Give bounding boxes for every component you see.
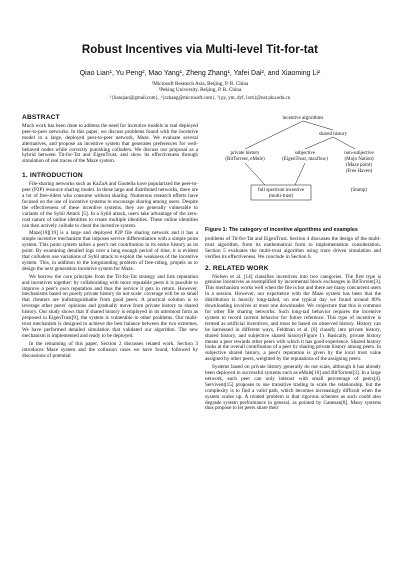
edge-shared-subjective	[305, 137, 333, 149]
node-maze-example: (Maze point)	[346, 163, 372, 168]
edge-shared-nonsubjective	[333, 137, 355, 149]
author-list: Qiao Lian¹, Yu Peng², Mao Yang¹, Zheng Zhang¹, Yafei Dai², and Xiaoming Li²	[79, 70, 321, 77]
intro-paragraph-2: Maze[18][19] is a large and deployed P2P file sharing network and it has a simple incentive mechanism that imposes service differentiation with a simple point system. This point system tallies a peer's net contribution in its entire history as its point. By examining detailed logs over a long enough period of time, it is evident that colluders use variations of Sybil attack to exploit the weakness of the incentive system. This, in addition to the longstanding problem of free-riding, propels us to design the next generation incentive system for Maze.	[22, 230, 198, 272]
figure-1-caption: Figure 1: The category of incentive algorithms and examples	[205, 227, 358, 233]
taxonomy-diagram	[205, 113, 383, 225]
node-shared-history: shared history	[318, 132, 348, 137]
abstract-heading: ABSTRACT	[22, 114, 60, 121]
introduction-heading: 1. INTRODUCTION	[22, 172, 83, 180]
node-private-examples: (BitTorrent, eMule)	[225, 157, 265, 162]
node-private-history: private history	[230, 151, 260, 156]
edge-private-full	[245, 163, 265, 185]
node-full-spectrum: full spectrum incentive	[257, 188, 305, 193]
left-column	[22, 115, 198, 361]
affiliation-1: ¹Microsoft Research Asia, Beijing, P. R. China	[151, 81, 249, 87]
related-paragraph-1: Nielsen et al. [14] classifies incentives into two categories. The first type is genuine incentives as exemplified by incremental block exchanges in BitTorrent[3]. This mechanism works well when the file is hot and there are many concurrent users in a session. However, our experience with the Maze system has been that the distribution is heavily long-tailed, on one typical day we found around 80% downloading involves at most one downloader. We conjecture that this is common for other file sharing networks. Such long-tail behavior requires the incentive system to record current behavior for future reference. This type of incentive is termed as artificial incentives, and must be based on observed history. History can be harnessed in different ways, Feldman et al. [6] classify into private history, shared history, and subjective shared history(Figure 1). Basically, private history means a peer rewards other peers with which it has good experience. Shared history looks at the overall contribution of a peer by sharing private history among peers. In subjective shared history, a peer's reputation is given by the local trust value assigned by other peers, weighted by the reputations of the assigning peers.	[205, 273, 381, 363]
intro-paragraph-4: In the remaining of this paper, Section 2 discusses related work. Section 3 introduces Maze system and the collusion cases we have found, followed by discussions of potential	[22, 340, 198, 359]
figure-1	[205, 113, 383, 225]
edge-root-shared	[303, 121, 333, 130]
intro-continued: problems of Tit-for-Tat and EigenTrust. Section 4 discusses the design of the multi-trust algorithm, from its mathematical form to implementation consideration. Section 5 evaluates the multi-trust algorithm using trace driven simulation and verifies its effectiveness. We conclude in Section 6.	[205, 236, 381, 260]
node-nonsubjective: non-subjective	[344, 151, 374, 156]
intro-paragraph-1: File-sharing networks such as KaZaA and Gnutella have popularized the peer-to-peer (P2P) resource sharing model. In these large and distributed networks, there are a lot of free-riders who consume without sharing. Numerous research efforts have focused on the use of incentive systems to encourage sharing among users. Despite the effectiveness of these incentive systems, they are generally vulnerable to variants of the Sybil Attack [5]. In a Sybil attack, users take advantage of the zero-cost nature of online identities to create multiple identities. These online identities can then actively collude to cheat the incentive system.	[22, 181, 198, 229]
related-work-heading: 2. RELATED WORK	[205, 264, 269, 272]
right-column	[205, 113, 381, 414]
paper-title: Robust Incentives via Multi-level Tit-for-tat	[81, 44, 319, 56]
node-stamp-example: (Stamp)	[350, 188, 368, 193]
author-emails: ¹{lianqiao@gmail.com}, ¹{zzhang@microsoft.com}, ²{py, ym, dyf, lxm}@net.pku.edu.cn	[109, 96, 291, 101]
edge-root-private	[245, 121, 303, 149]
intro-paragraph-3: We borrow the core principle from the Tit-for-Tat strategy and link reputation and incentives together: by collaborating with more reputable peers it is possible to improve a peer's own reputation and thus the service it gets in return. However, mechanisms based on purely private history do not scale: coverage will be so small that cheaters are indistinguishable from good peers. A practical solution is to leverage other peers' opinions and gradually move from private history to shared history. Our study shows that if shared history is employed in its uttermost form as proposed in EigenTrust[9], the system is vulnerable to other problems. Our multi-trust mechanism is designed to achieve the best balance between the two extremes. We have performed detailed simulation that validated our algorithm. The new mechanism is implemented and ready to be deployed.	[22, 273, 198, 339]
affiliation-2: ²Peking University, Beijing, P. R. China	[158, 87, 242, 93]
node-nonsubjective-examples: (Mojo Nation)	[344, 157, 374, 162]
related-paragraph-2: Systems based on private history generally do not scale, although it has already been deployed in successful systems such as eMule[10] and BitTorrent[3]. In a large network, each peer can only interact with small percentage of peers[4]. Servivent[15] proposes to use transitive trading to scale the relationship, but the complexity is to find a valid path, which becomes increasingly difficult when the system scales up. A related problem is that rigorous schemes as such could also degrade system performance in general, as pointed by Ganesan[8]. Many systems thus propose to let peers share their	[205, 364, 381, 412]
node-subjective: subjective	[294, 151, 316, 156]
node-root: incentive algorithms	[282, 116, 324, 121]
node-multi-trust: (multi-trust)	[268, 194, 294, 199]
node-subjective-examples: (EigenTrust, maxflow)	[282, 157, 328, 162]
node-freehaven-example: (Free Haven)	[345, 169, 373, 174]
edge-subjective-full	[295, 163, 305, 185]
abstract-text: Much work has been done to address the need for incentive models in real deployed peer-to-peer networks. In this paper, we discuss problems found with the incentive model in a large, deployed peer-to-peer network, Maze. We evaluate several alternatives, and propose an incentive system that generates preferences for well-behaved nodes while correctly punishing colluders. We discuss our proposal as a hybrid between Tit-for-Tat and EigenTrust, and show its effectiveness through simulation of real traces of the Maze system.	[22, 122, 198, 165]
